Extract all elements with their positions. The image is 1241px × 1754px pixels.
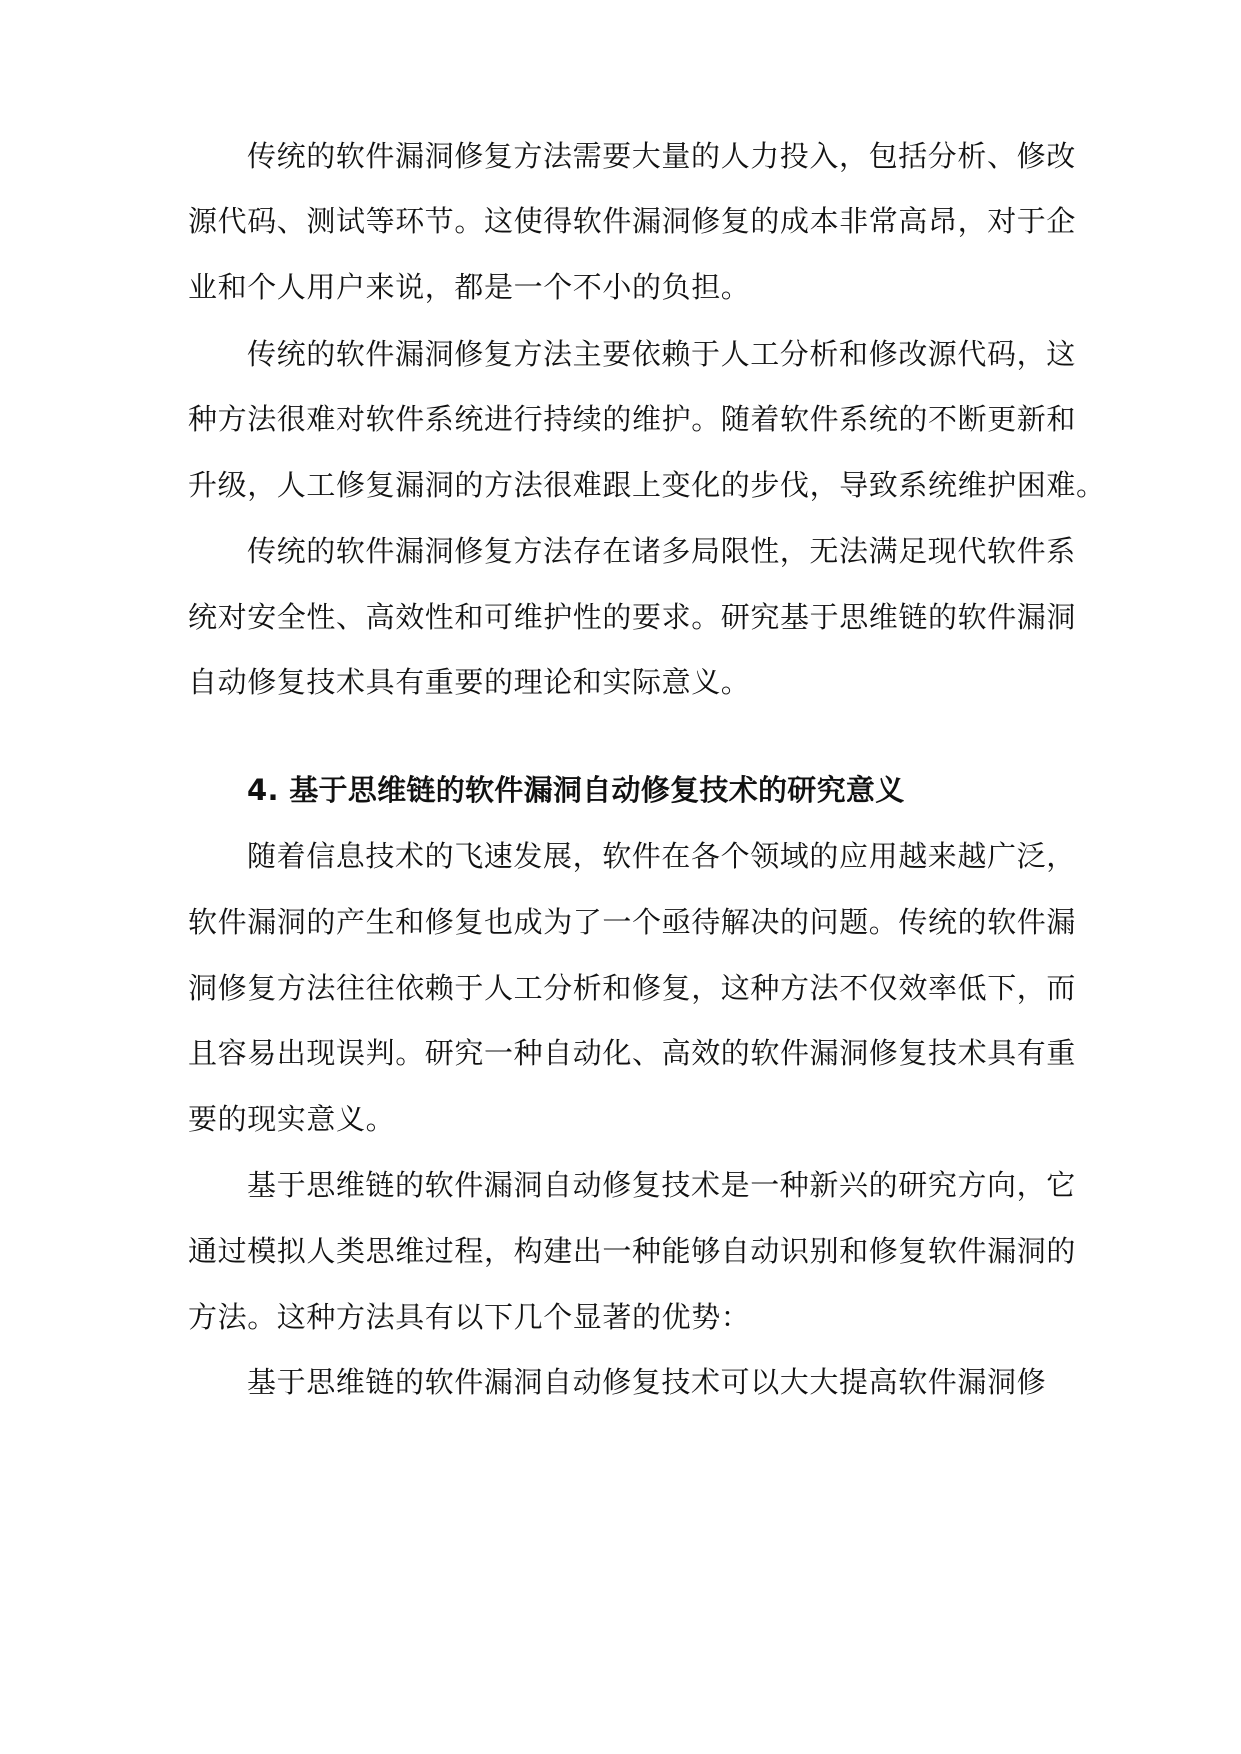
paragraph-2-line-1: 传统的软件漏洞修复方法主要依赖于人工分析和修改源代码，这 [247,337,1076,371]
section-heading: 4. 基于思维链的软件漏洞自动修复技术的研究意义 [247,773,905,807]
paragraph-4-line-2: 软件漏洞的产生和修复也成为了一个亟待解决的问题。传统的软件漏 [188,905,1077,939]
paragraph-4-line-5: 要的现实意义。 [188,1102,396,1136]
paragraph-4-line-1: 随着信息技术的飞速发展，软件在各个领域的应用越来越广泛， [247,839,1076,873]
paragraph-5-line-3: 方法。这种方法具有以下几个显著的优势： [188,1300,751,1334]
paragraph-6-line-1: 基于思维链的软件漏洞自动修复技术可以大大提高软件漏洞修 [247,1365,1047,1399]
paragraph-3-line-2: 统对安全性、高效性和可维护性的要求。研究基于思维链的软件漏洞 [188,600,1077,634]
paragraph-4-line-4: 且容易出现误判。研究一种自动化、高效的软件漏洞修复技术具有重 [188,1036,1077,1070]
paragraph-1-line-3: 业和个人用户来说，都是一个不小的负担。 [188,270,751,304]
paragraph-1-line-2: 源代码、测试等环节。这使得软件漏洞修复的成本非常高昂，对于企 [188,204,1077,238]
paragraph-3-line-1: 传统的软件漏洞修复方法存在诸多局限性，无法满足现代软件系 [247,534,1076,568]
paragraph-2-line-2: 种方法很难对软件系统进行持续的维护。随着软件系统的不断更新和 [188,402,1077,436]
paragraph-3-line-3: 自动修复技术具有重要的理论和实际意义。 [188,665,751,699]
paragraph-2-line-3: 升级，人工修复漏洞的方法很难跟上变化的步伐，导致系统维护困难。 [188,468,1106,502]
paragraph-4-line-3: 洞修复方法往往依赖于人工分析和修复，这种方法不仅效率低下，而 [188,971,1077,1005]
paragraph-1-line-1: 传统的软件漏洞修复方法需要大量的人力投入，包括分析、修改 [247,139,1076,173]
paragraph-5-line-2: 通过模拟人类思维过程，构建出一种能够自动识别和修复软件漏洞的 [188,1234,1077,1268]
paragraph-5-line-1: 基于思维链的软件漏洞自动修复技术是一种新兴的研究方向，它 [247,1168,1076,1202]
